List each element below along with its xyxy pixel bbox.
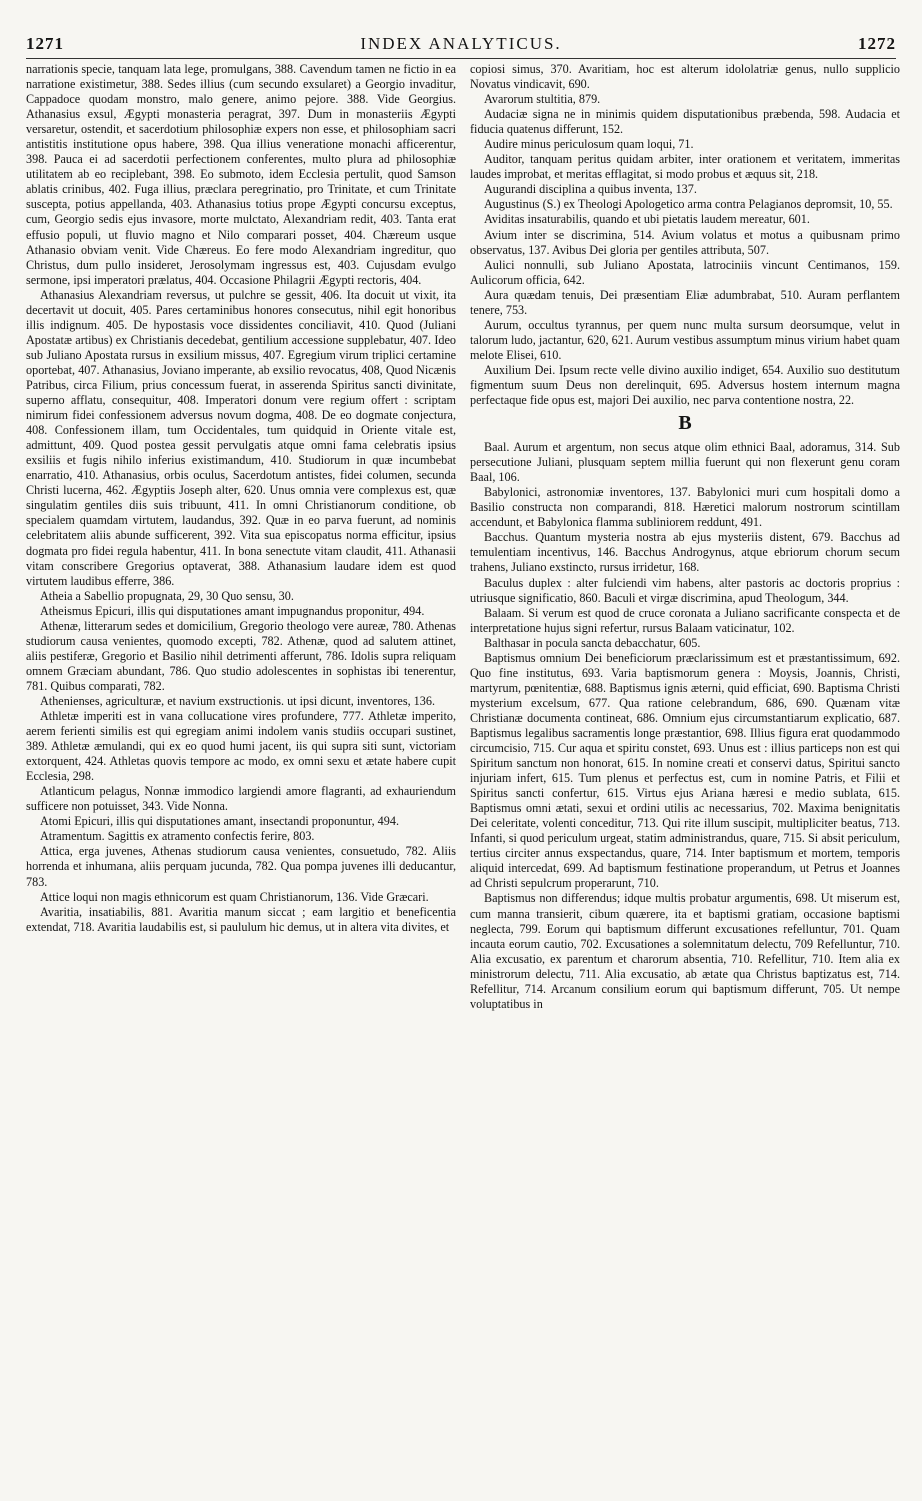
index-entry: Avarorum stultitia, 879. [484, 92, 601, 107]
index-entry: Babylonici, astronomiæ inventores, 137. Babylonici muri cum hospitali domo a Basilio constructa non comparandi, 818. Hæretici malorum nostrorum scintillam accendunt, et Babylonica flamma subliniorem reddunt, 491. [470, 485, 900, 530]
right-page-number: 1272 [858, 34, 896, 53]
index-entry: Aurum, occultus tyrannus, per quem nunc multa sursum deorsumque, velut in talorum ludo, jactantur, 620, 621. Aurum vestibus assumptum minus virium habet quam melote Elisei, 610. [470, 317, 900, 362]
index-entry: Audaciæ signa ne in minimis quidem disputationibus præbenda, 598. Audacia et fiducia quatenus differunt, 152. [470, 107, 900, 137]
index-entry: Athanasius Alexandriam reversus, ut pulchre se gessit, 406. Ita docuit ut vixit, ita decertavit ut docuit, 405. Pares certaminibus honores consecutus, nihil egit honoribus illis indignum. 405. De hypostasis voce dissidentes conciliavit, 410. Quod (Juliani Apostatæ artibus) ex Christianis decedebat, gentilium accessione supplebatur, 407. Ideo sub Juliano Apostata rursus in exsilium missus, 407. Egregium virum triplici certamine oportebat, 407. Athanasius, Joviano imperante, ab exsilio revocatus, 408, Quod Nicænis Patribus, circa Filium, prius concessum fuerat, in asserenda Spiritus sancti divinitate, superno afflatu, consequitur, 408. Imperatori donum vere regium offert : scriptam nimirum fidei confessionem adversus novum dogma, 408. De eo dogmate conjectura, 408. Confessionem illam, tum Occidentales, tum quidquid in Oriente vitale est, admittunt, 409. Quod postea gessit pervulgatis atque omni fama celebratis ipsius exsiliis et fugis nihilo inferius existimandum, 410. Studiorum in quæ incumbebat enarratio, 410. Athanasius, orbis oculus, Sacerdotum antistes, fidei columen, secunda Christi lucerna, 462. Ægyptiis Joseph alter, 620. Unus omnia vere complexus est, quæ singulatim gentiles diis suis tribuunt, 411. In omni Christianorum conditione, ob specialem quamdam virtutem, laudandus, 392. Quæ in eo parva fuerunt, ad nominis celebritatem aliis abunde sufficerent, 392. Vita sua episcopatus norma efficitur, ipsius dogmata pro fidei regula habentur, 411. In bona senectute vitam claudit, 411. Athanasii vitam conscribere Gregorius optaverat, 388. Athanasium laudare idem est quod virtutem laudibus efferre, 386. [26, 287, 456, 588]
index-entry: Augurandi disciplina a quibus inventa, 137. [484, 182, 697, 197]
index-entry: Avium inter se discrimina, 514. Avium volatus et motus a quibusnam primo observatus, 137. Avibus Dei gloria per gentiles attributa, 507. [470, 227, 900, 257]
index-entry: Balthasar in pocula sancta debacchatur, 605. [484, 635, 701, 650]
section-letter-b: B [678, 412, 692, 435]
index-entry: Baal. Aurum et argentum, non secus atque olim ethnici Baal, adoramus, 314. Sub persecutione Juliani, plusquam septem millia fuerunt qui non flexerunt genu coram Baal, 106. [470, 440, 900, 485]
index-entry: narrationis specie, tanquam lata lege, promulgans, 388. Cavendum tamen ne fictio in ea narratione existimetur, 388. Sedes illius (cum secundo exsularet) a Georgio invaditur, Cappadoce quodam monstro, malo genere, animo pejore. 388. Vide Georgius. Athanasius exsul, Ægypti monasteria peragrat, 397. Dum in monasteriis Ægypti versaretur, ostendit, et sacerdotium philosophiæ expers non esse, et philosophiam sacri antistitis institutione opus habere, 398. Qua illius veneratione monachi afficerentur, 398. Pauca ei ad sacerdotii perfectionem conferentes, multo plura ad philosophiæ utilitatem ab eo reciplebant, 398. Eo submoto, idem Ecclesia pertulit, quod Samson ablatis crinibus, 402. Fuga illius, præclara peregrinatio, pro Trinitate, et cum Trinitate suscepta, potius appellanda, 403. Athanasius totius prope Ægypti concursu exceptus, cum, Georgio sedis ejus invasore, morte mulctato, Alexandriam redit, 403. Tanta erat effusio populi, ut fluvio magno et Nilo comparari posset, 404. Chæreum usque Athanasio obviam venit. Vide Chæreus. Eo fere modo Alexandriam ingreditur, quo Christus, dum pullo insideret, Jerosolymam ingressus est, 403. Cujusdam evulgo sermone, ipsi imperatori prælatus, 404. Occasione Philagrii Ægypti rectoris, 404. [26, 62, 456, 287]
index-entry: Atheismus Epicuri, illis qui disputationes amant impugnandus proponitur, 494. [40, 603, 425, 618]
right-column-a-entries [470, 62, 900, 408]
index-entry: Athenienses, agriculturæ, et navium exstructionis. ut ipsi dicunt, inventores, 136. [40, 693, 436, 708]
index-entry: Avaritia, insatiabilis, 881. Avaritia manum siccat ; eam largitio et beneficentia extendat, 718. Avaritia laudabilis est, si paululum hic demus, ut in altera vita divites, et [26, 904, 456, 934]
index-entry: Atramentum. Sagittis ex atramento confectis ferire, 803. [40, 829, 315, 844]
header-rule [26, 58, 896, 59]
index-entry: Athenæ, litterarum sedes et domicilium, Gregorio theologo vere aureæ, 780. Athenas studiorum causa venientes, quomodo excepti, 782. Athenæ, quod ad salutem attinet, aliis pestiferæ, Gregorio et Basilio nihil detrimenti afferunt, 786. Idolis supra reliquam omnem Græciam abundant, 786. Quo studio adolescentes in sophistas ibi tenerentur, 781. Quibus comparati, 782. [26, 618, 456, 693]
index-entry: Augustinus (S.) ex Theologi Apologetico arma contra Pelagianos depromsit, 10, 55. [484, 197, 893, 212]
left-page-number: 1271 [26, 34, 64, 53]
index-entry: Attice loqui non magis ethnicorum est quam Christianorum, 136. Vide Græcari. [40, 889, 429, 904]
left-column [26, 62, 456, 935]
index-entry: Auditor, tanquam peritus quidam arbiter, inter orationem et veritatem, immeritas laudes improbat, et meritas efflagitat, si modo probus et æquus sit, 218. [470, 152, 900, 182]
index-entry: Baptismus non differendus; idque multis probatur argumentis, 698. Ut miserum est, cum manna transierit, cibum quærere, ita et baptismi gratiam, occasione baptismi neglecta, 799. Eorum qui baptismum differunt excusationes refelluntur, 701. Quam incauta eorum cautio, 702. Excusationes a solemnitatum delectu, 709 Refelluntur, 710. Alia excusatio, ex parentum et charorum absentia, 710. Refellitur, 710. Item alia ex ministrorum delectu, 711. Alia excusatio, ab ætate qua Christus baptizatus est, 714. Refellitur, 714. Arcanum consilium eorum qui baptismum differunt, 705. Ut nempe voluptatibus in [470, 891, 900, 1011]
index-entry: Atheia a Sabellio propugnata, 29, 30 Quo sensu, 30. [40, 588, 294, 603]
index-entry: Baptismus omnium Dei beneficiorum præclarissimum est et præstantissimum, 692. Quo fine institutus, 693. Varia baptismorum genera : Moysis, Joannis, Christi, martyrum, pœnitentiæ, 688. Baptismus ignis æterni, quid efficiat, 690. Baptisma Christi mysterium excelsum, 677. Qua ratione celebrandum, 686, 690. Quænam vitæ Christianæ documenta contineat, 686. Omnium ejus circumstantiarum explicatio, 687. Baptismus legalibus sacramentis longe præstantior, 698. Illius figura erat quodammodo circumcisio, 715. Cur aqua et spiritu constet, 693. Unus est : illius particeps non est qui Spiritum sanctum non honorat, 615. In nomine creati et conservi datus, Spiritui sancto injuriam infert, 615. Tum plenus et perfectus est, cum in nomine Patris, et Filii et Spiritus sancti confertur, 615. Virtus ejus Ariana hæresi e medio sublata, 615. Baptismus omni ætati, sexui et ordini utilis ac necessarius, 702. Maxima benignitatis Dei celeritate, volenti conceditur, 713. Qui rite illum suscipit, multipliciter beatus, 713. Infanti, si quod periculum urgeat, statim administrandus, quare, 715. Si absit periculum, tertius circiter annus exspectandus, quare, 714. Inter baptismum et mortem, temporis aliquid intercedat, 699. Ad baptismum festinatione properandum, ut Petrus et Joannes ad Christi sepulcrum properarunt, 710. [470, 650, 900, 891]
index-entry: Baculus duplex : alter fulciendi vim habens, alter pastoris ac doctoris proprius : utriusque significatio, 860. Baculi et virgæ discrimina, apud Theologum, 344. [470, 575, 900, 605]
index-entry: Atlanticum pelagus, Nonnæ immodico largiendi amore flagranti, ad exhauriendum sufficere non potuisset, 343. Vide Nonna. [26, 784, 456, 814]
index-entry: copiosi simus, 370. Avaritiam, hoc est alterum idololatriæ genus, nullo supplicio Novatus vindicavit, 690. [470, 62, 900, 92]
index-entry: Balaam. Si verum est quod de cruce coronata a Juliano sacrificante conspecta et de interpretatione hujus signi refertur, rursus Balaam vaticinatur, 102. [470, 605, 900, 635]
index-entry: Aulici nonnulli, sub Juliano Apostata, latrociniis vincunt Centimanos, 159. Aulicorum officia, 642. [470, 257, 900, 287]
index-entry: Audire minus periculosum quam loqui, 71. [484, 137, 694, 152]
index-entry: Atomi Epicuri, illis qui disputationes amant, insectandi proponuntur, 494. [40, 814, 399, 829]
page-header [26, 34, 896, 54]
index-entry: Auxilium Dei. Ipsum recte velle divino auxilio indiget, 654. Auxilio suo destitutum figmentum suum Deus non derelinquit, 695. Adversus hostem internum magna perfectaque fide opus est, majori Dei auxilio, nec parva contentione nostra, 22. [470, 362, 900, 408]
index-entry: Aura quædam tenuis, Dei præsentiam Eliæ adumbrabat, 510. Auram perflantem tenere, 753. [470, 287, 900, 317]
index-entry: Bacchus. Quantum mysteria nostra ab ejus mysteriis distent, 679. Bacchus ad temulentiam incentivus, 146. Bacchus Androgynus, atque ebriorum chorum secum trahens, Juliano exstincto, rursus irridetur, 168. [470, 530, 900, 575]
index-entry: Athletæ imperiti est in vana collucatione vires profundere, 777. Athletæ imperito, aerem ferienti similis est qui egregiam animi indolem vanis studiis occupari sustinet, 389. Athletæ æmulandi, qui ex eo quod humi jacent, iis qui supra siti sunt, victoriam extorquent, 424. Athletas quovis tempore ac modo, ex omni sexu et ætate habere cupit Ecclesia, 298. [26, 709, 456, 784]
right-column [470, 62, 900, 1012]
index-entry: Attica, erga juvenes, Athenas studiorum causa venientes, consuetudo, 782. Aliis horrenda et inhumana, aliis perquam jucunda, 782. Qua pompa juvenes illi deducantur, 783. [26, 844, 456, 889]
right-column-b-entries [470, 440, 900, 1012]
running-title: INDEX ANALYTICUS. [360, 34, 562, 53]
index-entry: Aviditas insaturabilis, quando et ubi pietatis laudem mereatur, 601. [484, 212, 810, 227]
